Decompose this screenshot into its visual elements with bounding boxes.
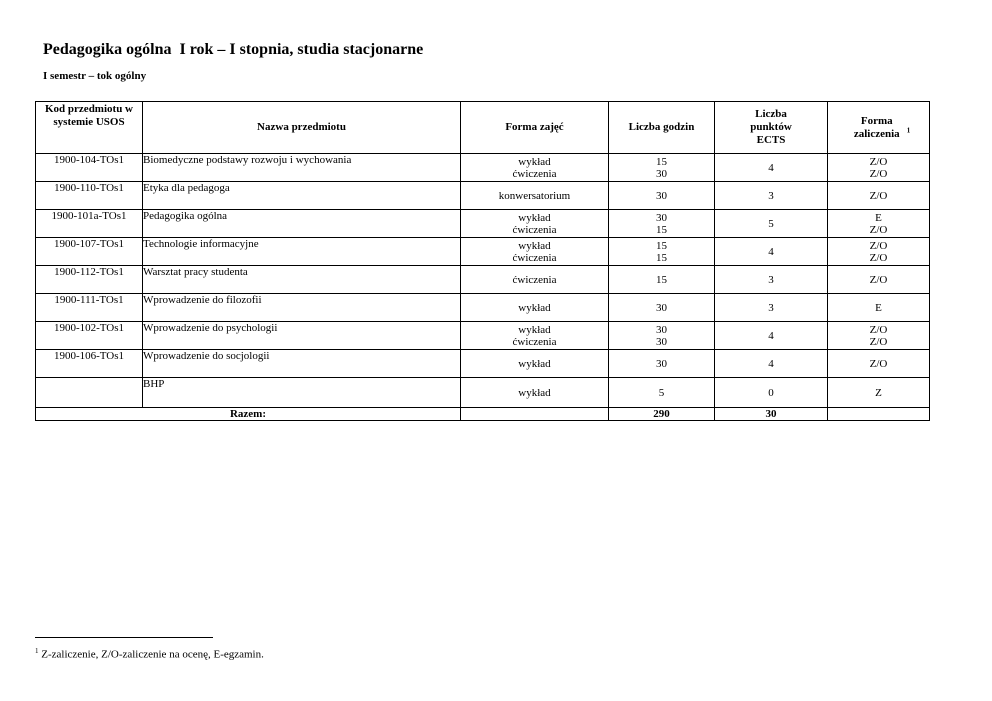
course-row	[36, 322, 930, 350]
course-grading-value: Z/O	[869, 323, 888, 336]
course-grading	[828, 378, 930, 408]
course-code: 1900-107-TOs1	[36, 238, 143, 266]
total-ects: 30	[715, 408, 828, 421]
course-ects: 3	[715, 266, 828, 294]
study-plan-table	[35, 101, 930, 421]
course-hours	[609, 210, 715, 238]
course-form	[461, 210, 609, 238]
course-form-value: wykład	[518, 386, 551, 399]
course-code: 1900-104-TOs1	[36, 154, 143, 182]
course-ects: 4	[715, 350, 828, 378]
course-name: Wprowadzenie do socjologii	[143, 350, 461, 378]
course-hours-value: 30	[656, 301, 667, 314]
course-hours-value: 15	[656, 273, 667, 286]
footnote-mark: 1	[35, 647, 39, 655]
total-row	[36, 408, 930, 421]
course-hours	[609, 238, 715, 266]
course-name: Warsztat pracy studenta	[143, 266, 461, 294]
course-hours-value: 15	[656, 251, 667, 264]
course-grading	[828, 238, 930, 266]
footnote-separator	[35, 637, 213, 638]
semester-subtitle: I semestr – tok ogólny	[43, 70, 147, 82]
course-ects: 4	[715, 154, 828, 182]
course-form-value: ćwiczenia	[512, 167, 557, 180]
course-name: BHP	[143, 378, 461, 408]
header-grading-label: Forma zaliczenia	[853, 114, 900, 140]
course-row	[36, 378, 930, 408]
course-form	[461, 182, 609, 210]
header-ects	[715, 102, 828, 154]
footnote	[35, 647, 264, 661]
course-grading-value: Z	[875, 386, 882, 399]
header-code: Kod przedmiotu w systemie USOS	[36, 102, 143, 154]
course-form-value: ćwiczenia	[512, 223, 557, 236]
course-grading	[828, 154, 930, 182]
course-hours	[609, 294, 715, 322]
course-form	[461, 238, 609, 266]
course-hours-value: 15	[656, 239, 667, 252]
course-row	[36, 154, 930, 182]
page-title: Pedagogika ogólna I rok – I stopnia, studia stacjonarne	[43, 41, 424, 58]
total-hours: 290	[609, 408, 715, 421]
header-form: Forma zajęć	[461, 102, 609, 154]
course-form-value: wykład	[518, 155, 551, 168]
course-name: Technologie informacyjne	[143, 238, 461, 266]
course-ects: 4	[715, 238, 828, 266]
course-hours-value: 5	[658, 386, 665, 399]
course-grading	[828, 210, 930, 238]
course-ects: 3	[715, 182, 828, 210]
course-hours	[609, 266, 715, 294]
course-row	[36, 182, 930, 210]
course-row	[36, 210, 930, 238]
course-hours	[609, 322, 715, 350]
course-ects: 3	[715, 294, 828, 322]
course-grading	[828, 294, 930, 322]
course-name: Biomedyczne podstawy rozwoju i wychowania	[143, 154, 461, 182]
course-name: Wprowadzenie do psychologii	[143, 322, 461, 350]
course-code: 1900-106-TOs1	[36, 350, 143, 378]
course-name: Pedagogika ogólna	[143, 210, 461, 238]
course-form	[461, 350, 609, 378]
course-code: 1900-112-TOs1	[36, 266, 143, 294]
course-code: 1900-102-TOs1	[36, 322, 143, 350]
course-grading-value: Z/O	[869, 239, 888, 252]
course-ects: 0	[715, 378, 828, 408]
course-hours-value: 15	[656, 155, 667, 168]
course-form	[461, 294, 609, 322]
course-form-value: wykład	[518, 323, 551, 336]
course-grading-value: Z/O	[869, 189, 888, 202]
course-grading-value: Z/O	[869, 167, 888, 180]
course-grading	[828, 182, 930, 210]
course-grading-value: Z/O	[869, 223, 888, 236]
course-form-value: wykład	[518, 357, 551, 370]
course-row	[36, 266, 930, 294]
course-form	[461, 378, 609, 408]
course-name: Wprowadzenie do filozofii	[143, 294, 461, 322]
course-row	[36, 294, 930, 322]
header-name: Nazwa przedmiotu	[143, 102, 461, 154]
course-grading-value: Z/O	[869, 335, 888, 348]
course-grading	[828, 322, 930, 350]
course-row	[36, 350, 930, 378]
course-form-value: wykład	[518, 211, 551, 224]
course-code: 1900-101a-TOs1	[36, 210, 143, 238]
course-grading	[828, 350, 930, 378]
course-hours-value: 30	[656, 189, 667, 202]
course-hours-value: 30	[656, 211, 667, 224]
course-form-value: ćwiczenia	[512, 251, 557, 264]
course-form-value: konwersatorium	[498, 189, 571, 202]
course-code	[36, 378, 143, 408]
course-hours-value: 30	[656, 357, 667, 370]
course-grading-value: Z/O	[869, 273, 888, 286]
course-form-value: ćwiczenia	[512, 335, 557, 348]
course-grading-value: Z/O	[869, 357, 888, 370]
course-form	[461, 322, 609, 350]
footnote-ref: 1	[906, 125, 911, 134]
course-grading	[828, 266, 930, 294]
course-code: 1900-111-TOs1	[36, 294, 143, 322]
total-label: Razem:	[36, 408, 461, 421]
course-grading-value: Z/O	[869, 251, 888, 264]
total-grading	[828, 408, 930, 421]
course-form-value: ćwiczenia	[512, 273, 557, 286]
course-form	[461, 266, 609, 294]
course-ects: 4	[715, 322, 828, 350]
course-hours-value: 30	[656, 335, 667, 348]
course-code: 1900-110-TOs1	[36, 182, 143, 210]
total-form	[461, 408, 609, 421]
course-ects: 5	[715, 210, 828, 238]
course-hours	[609, 350, 715, 378]
course-grading-value: Z/O	[869, 155, 888, 168]
course-form-value: wykład	[518, 239, 551, 252]
course-form-value: wykład	[518, 301, 551, 314]
course-grading-value: E	[875, 301, 882, 314]
header-hours: Liczba godzin	[609, 102, 715, 154]
header-ects-label: Liczba punktów ECTS	[750, 108, 792, 146]
course-row	[36, 238, 930, 266]
course-hours-value: 30	[656, 167, 667, 180]
course-hours-value: 15	[656, 223, 667, 236]
footnote-text: Z-zaliczenie, Z/O-zaliczenie na ocenę, E-egzamin.	[38, 648, 264, 661]
header-row	[36, 102, 930, 154]
course-hours	[609, 154, 715, 182]
header-grading	[828, 102, 930, 154]
course-hours	[609, 182, 715, 210]
course-grading-value: E	[875, 211, 882, 224]
course-name: Etyka dla pedagoga	[143, 182, 461, 210]
course-hours-value: 30	[656, 323, 667, 336]
course-hours	[609, 378, 715, 408]
course-form	[461, 154, 609, 182]
